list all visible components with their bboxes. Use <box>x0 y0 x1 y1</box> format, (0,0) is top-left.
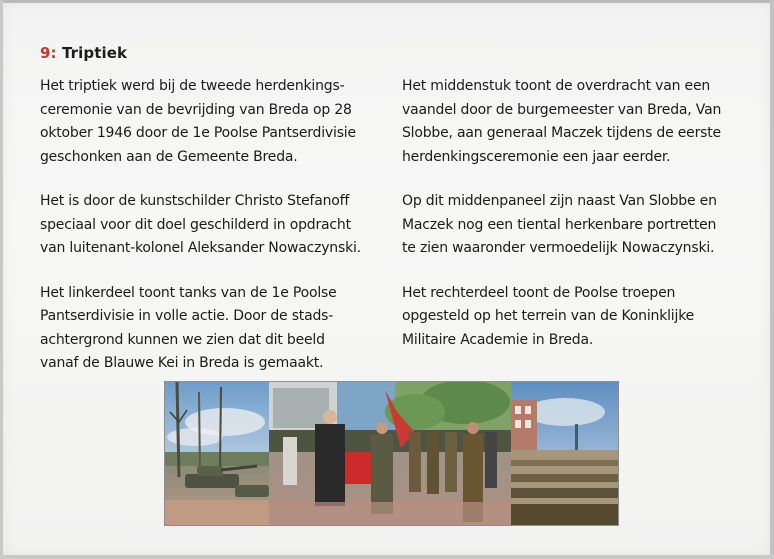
panel-edge-right <box>770 0 774 559</box>
text-line: Pantserdivisie in volle actie. Door de stads- <box>40 308 334 324</box>
text-line: oktober 1946 door de 1e Poolse Pantserdivisie <box>40 125 356 141</box>
paragraph <box>40 190 392 261</box>
panel-edge-top <box>0 0 774 3</box>
text-line: te zien waaronder vermoedelijk Nowaczynski. <box>402 240 715 256</box>
section-number: 9: <box>40 44 57 62</box>
text-line: Het is door de kunstschilder Christo Stefanoff <box>40 193 350 209</box>
paragraph <box>402 282 754 353</box>
right-panel-troops <box>511 382 618 525</box>
triptych-painting-image <box>164 381 619 526</box>
panel-edge-left <box>0 0 3 559</box>
paragraph <box>402 75 754 169</box>
panel-edge-bottom <box>0 555 774 559</box>
text-line: geschonken aan de Gemeente Breda. <box>40 148 298 165</box>
page-title <box>40 44 127 62</box>
triptych-illustration <box>165 382 618 525</box>
text-line: Het rechterdeel toont de Poolse troepen <box>402 284 676 301</box>
left-text-column <box>40 75 392 397</box>
text-line: ceremonie van de bevrijding van Breda op 28 <box>40 101 352 118</box>
text-line: Slobbe, aan generaal Maczek tijdens de eerste <box>402 125 721 141</box>
right-text-column <box>402 75 754 373</box>
text-line: vanaf de Blauwe Kei in Breda is gemaakt. <box>40 355 324 371</box>
text-line: herdenkingsceremonie een jaar eerder. <box>402 148 671 165</box>
text-line: van luitenant-kolonel Aleksander Nowaczynski. <box>40 240 361 256</box>
text-line: vaandel door de burgemeester van Breda, Van <box>402 101 722 118</box>
left-panel-tanks <box>165 382 269 525</box>
text-line: Het middenstuk toont de overdracht van een <box>402 78 711 94</box>
paragraph <box>402 190 754 261</box>
section-title: Triptiek <box>61 44 128 62</box>
text-line: Op dit middenpaneel zijn naast Van Slobbe en <box>402 193 717 209</box>
text-line: Het triptiek werd bij de tweede herdenkings- <box>40 78 345 94</box>
text-line: Maczek nog een tiental herkenbare portretten <box>402 216 717 233</box>
paragraph <box>40 75 392 169</box>
text-line: achtergrond kunnen we zien dat dit beeld <box>40 331 325 348</box>
text-line: opgesteld op het terrein van de Koninklijke <box>402 308 695 324</box>
paragraph <box>40 282 392 376</box>
text-line: Militaire Academie in Breda. <box>402 331 594 348</box>
text-line: Het linkerdeel toont tanks van de 1e Poolse <box>40 284 337 301</box>
text-line: speciaal voor dit doel geschilderd in opdracht <box>40 216 351 233</box>
center-panel-ceremony <box>269 382 511 525</box>
